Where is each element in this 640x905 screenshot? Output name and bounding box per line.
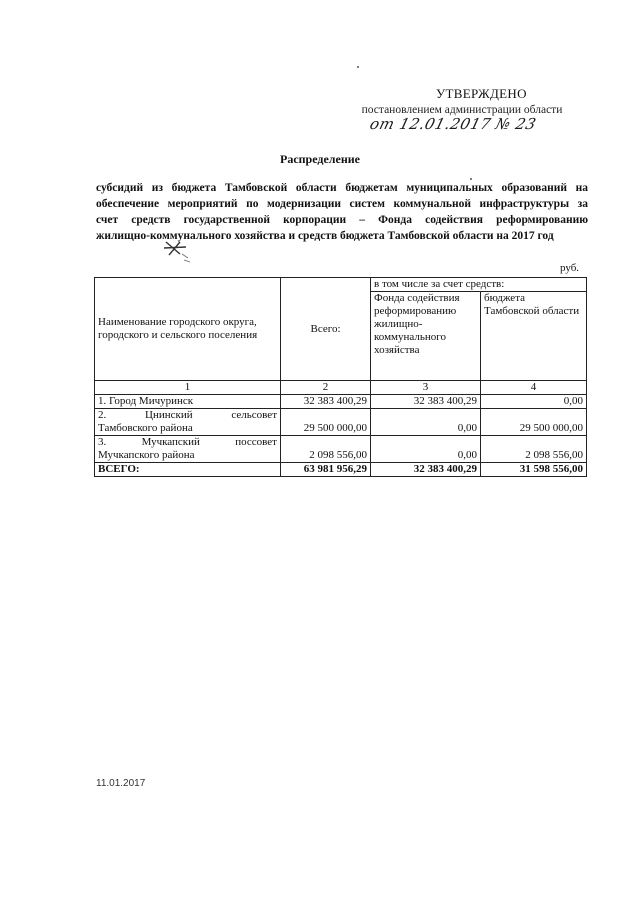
budget-amount: 2 098 556,00 <box>481 436 587 463</box>
total-amount: 32 383 400,29 <box>281 395 371 409</box>
column-index: 1 <box>95 381 281 395</box>
grand-total-label: ВСЕГО: <box>95 463 281 477</box>
total-amount: 2 098 556,00 <box>281 436 371 463</box>
municipality-name: 1. Город Мичуринск <box>95 395 281 409</box>
header-municipality-name: Наименование городского округа, городского и сельского поселения <box>95 278 281 381</box>
approved-stamp-heading: УТВЕРЖДЕНО <box>436 86 527 101</box>
grand-total-fund: 32 383 400,29 <box>371 463 481 477</box>
ink-speck <box>470 178 472 180</box>
header-total: Всего: <box>281 278 371 381</box>
subtitle-line: обеспечение мероприятий по модернизации систем коммунальной инфраструктуры за <box>96 198 588 210</box>
row-number: 3. <box>98 436 107 448</box>
subtitle-line: субсидий из бюджета Тамбовской области бюджетам муниципальных образований на <box>96 182 588 194</box>
municipality-type: поссовет <box>235 436 277 448</box>
table-row <box>95 409 587 436</box>
document-subtitle <box>96 180 588 244</box>
municipality-name <box>95 409 281 436</box>
currency-unit: руб. <box>560 262 580 274</box>
fund-amount: 32 383 400,29 <box>371 395 481 409</box>
subtitle-line: жилищно-коммунального хозяйства и средств бюджета Тамбовской области на 2017 год <box>96 230 554 242</box>
grand-total-budget: 31 598 556,00 <box>481 463 587 477</box>
district-name: Тамбовского района <box>98 422 193 434</box>
subtitle-line: счет средств государственной корпорации – Фонда содействия реформированию <box>96 214 588 226</box>
district-name: Мучкапского района <box>98 449 195 461</box>
table-row <box>95 395 587 409</box>
municipality-type: сельсовет <box>231 409 277 421</box>
row-number: 2. <box>98 409 107 421</box>
grand-total-amount: 63 981 956,29 <box>281 463 371 477</box>
fund-amount: 0,00 <box>371 409 481 436</box>
ink-speck <box>357 66 359 68</box>
header-fund-source: Фонда содействия реформированию жилищно-коммунального хозяйства <box>371 292 481 381</box>
pen-scribble-mark <box>160 238 194 266</box>
table-row <box>95 436 587 463</box>
budget-amount: 0,00 <box>481 395 587 409</box>
document-title: Распределение <box>279 152 361 166</box>
fund-amount: 0,00 <box>371 436 481 463</box>
total-amount: 29 500 000,00 <box>281 409 371 436</box>
municipality-title: Цнинский <box>145 409 193 421</box>
column-index: 2 <box>281 381 371 395</box>
budget-amount: 29 500 000,00 <box>481 409 587 436</box>
approved-by-line: постановлением администрации области <box>361 104 563 116</box>
column-index: 4 <box>481 381 587 395</box>
handwritten-decree-reference: от 12.01.2017 № 23 <box>368 115 539 133</box>
column-index: 3 <box>371 381 481 395</box>
footer-date: 11.01.2017 <box>96 778 146 789</box>
header-including-sources: в том числе за счет средств: <box>371 278 587 292</box>
header-regional-budget: бюджета Тамбовской области <box>481 292 587 381</box>
municipality-title: Мучкапский <box>141 436 200 448</box>
grand-total-row <box>95 463 587 477</box>
column-index-row <box>95 381 587 395</box>
municipality-name <box>95 436 281 463</box>
distribution-table <box>94 277 587 477</box>
